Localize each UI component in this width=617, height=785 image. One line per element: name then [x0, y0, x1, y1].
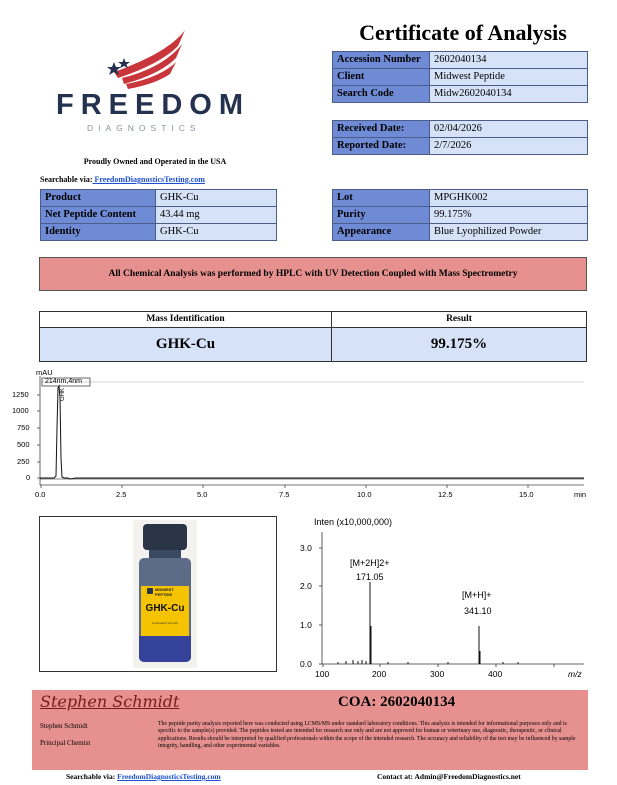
hplc-ytick: 500	[17, 440, 30, 449]
result-mass-value: GHK-Cu	[40, 328, 332, 361]
vial-brand-1: MIDWEST	[155, 587, 174, 592]
vial-small-text: For Research Use Only	[151, 622, 179, 625]
coa-number: COA: 2602040134	[338, 694, 456, 710]
ms-ytick: 1.0	[300, 620, 312, 630]
field-label: Accession Number	[333, 52, 430, 69]
ms-ytick: 2.0	[300, 581, 312, 591]
ms-peak1-label: [M+2H]2+	[350, 558, 390, 568]
ms-xtick: 300	[430, 669, 445, 679]
hplc-xtick: 12.5	[438, 490, 453, 499]
field-value: 02/04/2026	[430, 121, 588, 138]
field-value: Blue Lyophilized Powder	[430, 224, 588, 241]
logo-brand-text: FREEDOM	[56, 89, 250, 121]
hplc-ytick: 750	[17, 423, 30, 432]
table-row	[333, 190, 588, 207]
field-label: Appearance	[333, 224, 430, 241]
hplc-trace-label: 214nm,4nm	[45, 378, 82, 385]
chemist-role: Principal Chemist	[40, 739, 91, 747]
ms-title: Inten (x10,000,000)	[314, 517, 393, 527]
product-table	[40, 189, 277, 241]
hplc-chromatogram	[6, 368, 606, 506]
footer-panel	[32, 690, 588, 770]
field-value: 2/7/2026	[430, 138, 588, 155]
hplc-plot	[6, 368, 606, 506]
hplc-xtick: 0.0	[35, 490, 46, 499]
field-value: 43.44 mg	[156, 207, 277, 224]
hplc-xtick: 2.5	[116, 490, 127, 499]
ms-peak1-mz: 171.05	[356, 572, 384, 582]
ms-xtick: 400	[488, 669, 503, 679]
searchable-label: Searchable via:	[40, 175, 93, 184]
chemist-name: Stephen Schmidt	[40, 722, 88, 730]
field-value: 2602040134	[430, 52, 588, 69]
page-title: Certificate of Analysis	[359, 20, 567, 45]
field-label: Lot	[333, 190, 430, 207]
vial-product-label: GHK-Cu	[145, 603, 185, 614]
field-value: 99.175%	[430, 207, 588, 224]
ms-ytick: 3.0	[300, 543, 312, 553]
product-photo	[133, 520, 197, 668]
field-value: GHK-Cu	[156, 190, 277, 207]
vial-logo-icon	[147, 588, 153, 594]
website-link[interactable]: FreedomDiagnosticsTesting.com	[92, 175, 205, 184]
table-row	[333, 86, 588, 103]
disclaimer: The peptide purity analysis reported here was conducted using LCMS/MS under standard laboratory conditions. This analysis is intended for informational purposes only and is specific to the sample(s) provided. The peptides tested are intended for research use only and are not approved for human or veterinary use, diagnostic, therapeutic, or clinical applications. Results should be interpreted by qualified professionals within the scope of the intended research. The accuracy and reliability of the test may be influenced by sample integrity, handling, and other experimental variables.	[158, 721, 576, 750]
result-purity-value: 99.175%	[332, 328, 586, 361]
field-label: Identity	[41, 224, 156, 241]
field-value: Midwest Peptide	[430, 69, 588, 86]
field-label: Reported Date:	[333, 138, 430, 155]
field-value: MPGHK002	[430, 190, 588, 207]
searchable-bottom-label: Searchable via:	[66, 772, 116, 781]
table-row	[333, 121, 588, 138]
table-row	[333, 138, 588, 155]
table-row	[41, 207, 277, 224]
lot-table	[332, 189, 588, 241]
vial-brand-2: PEPTIDE	[155, 592, 173, 597]
field-label: Search Code	[333, 86, 430, 103]
table-row	[333, 69, 588, 86]
ms-xtick: 200	[372, 669, 387, 679]
hplc-ytick: 0	[26, 473, 31, 482]
hplc-xunit: min	[574, 490, 587, 499]
logo-sub-text: DIAGNOSTICS	[87, 123, 201, 133]
hplc-peak-label: GHK	[60, 388, 66, 402]
field-label: Client	[333, 69, 430, 86]
result-header-result: Result	[332, 312, 586, 328]
table-row	[41, 224, 277, 241]
dates-table	[332, 120, 588, 155]
table-row	[333, 207, 588, 224]
hplc-ytick: 250	[17, 457, 30, 466]
table-row	[333, 52, 588, 69]
mass-spectrum	[298, 514, 590, 684]
table-row	[333, 224, 588, 241]
product-photo-frame	[39, 516, 277, 672]
result-table	[39, 311, 587, 362]
hplc-ytick: 1250	[12, 390, 29, 399]
contact-email[interactable]: Contact at: Admin@FreedomDiagnostics.net	[377, 772, 521, 781]
searchable-bottom	[66, 772, 221, 781]
field-label: Purity	[333, 207, 430, 224]
table-row	[41, 190, 277, 207]
field-label: Received Date:	[333, 121, 430, 138]
hplc-ytick: 1000	[12, 406, 29, 415]
tagline: Proudly Owned and Operated in the USA	[83, 157, 227, 166]
field-label: Product	[41, 190, 156, 207]
accession-table	[332, 51, 588, 103]
hplc-xtick: 15.0	[519, 490, 534, 499]
hplc-trace	[40, 386, 584, 479]
field-value: Midw2602040134	[430, 86, 588, 103]
hplc-xtick: 5.0	[197, 490, 208, 499]
analysis-banner	[39, 257, 587, 291]
ms-peak2-label: [M+H]+	[462, 590, 492, 600]
ms-ytick: 0.0	[300, 659, 312, 669]
hplc-xtick: 7.5	[279, 490, 290, 499]
signature: Stephen Schmidt	[40, 692, 180, 711]
ms-xunit: m/z	[568, 669, 582, 679]
field-value: GHK-Cu	[156, 224, 277, 241]
field-label: Net Peptide Content	[41, 207, 156, 224]
result-header-mass: Mass Identification	[40, 312, 332, 328]
ms-peak2-mz: 341.10	[464, 606, 492, 616]
hplc-xtick: 10.0	[357, 490, 372, 499]
ms-plot	[298, 514, 590, 684]
hplc-ylabel: mAU	[36, 368, 53, 377]
analysis-banner-text: All Chemical Analysis was performed by HPLC with UV Detection Coupled with Mass Spectrometry	[108, 269, 518, 279]
website-link-bottom[interactable]: FreedomDiagnosticsTesting.com	[117, 772, 221, 781]
ms-xtick: 100	[315, 669, 330, 679]
searchable-top	[40, 175, 205, 184]
